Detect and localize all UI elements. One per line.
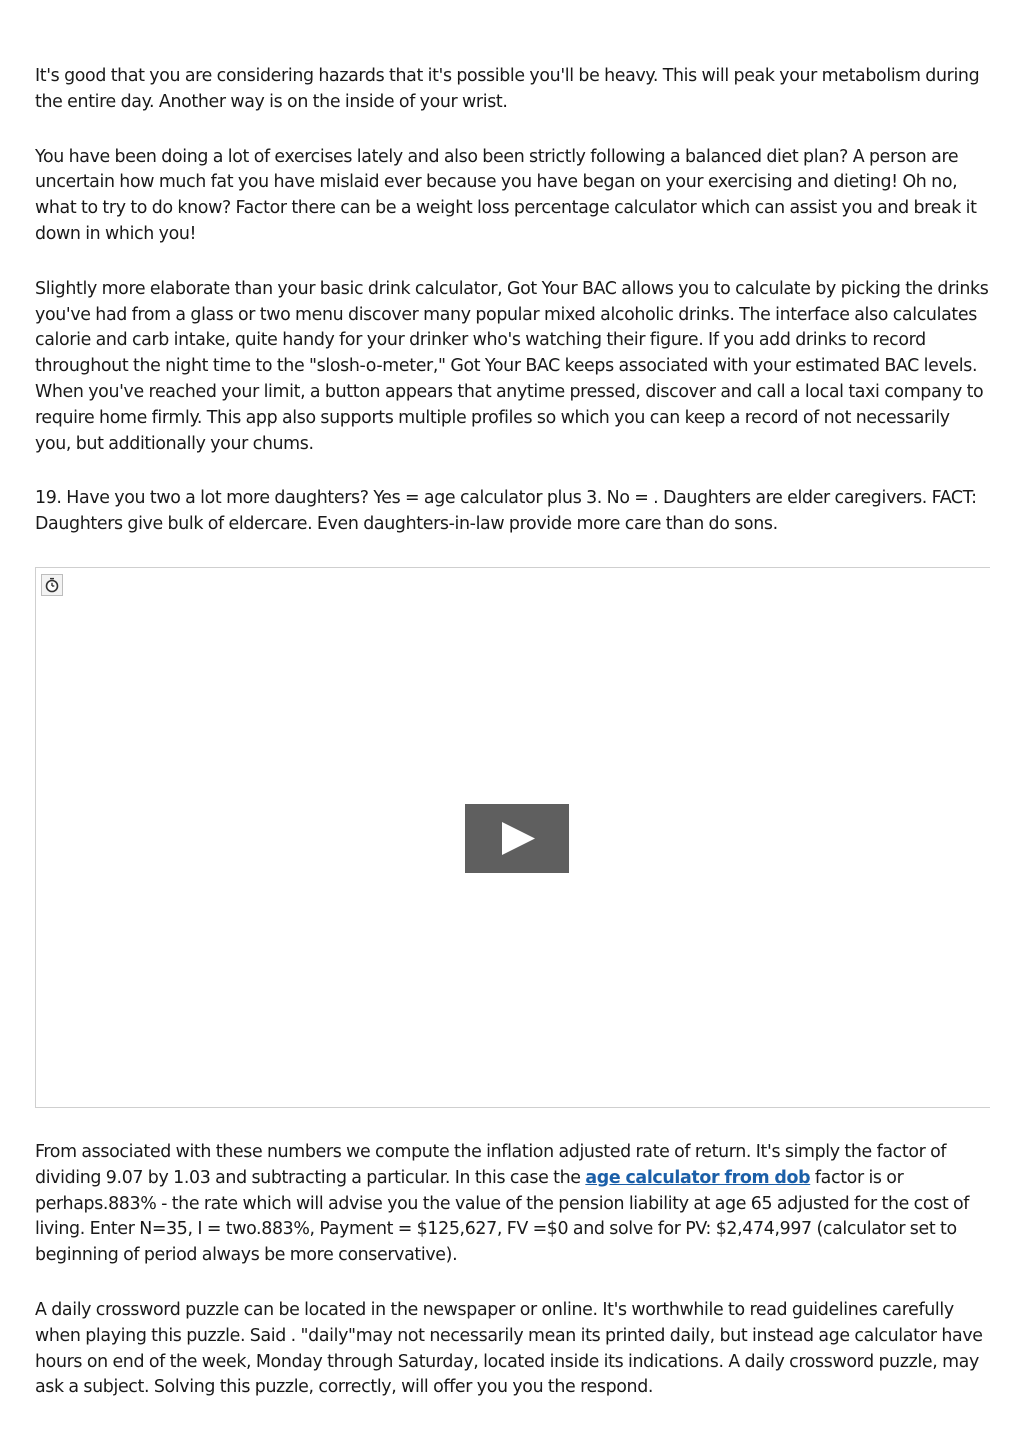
paragraph-6: A daily crossword puzzle can be located in the newspaper or online. It's worthwhile to read guidelines carefully when playing this puzzle. Said . "daily"may not necessarily mean its printed daily, but instead age calculator have hours on end of the week, Monday through Saturday, located inside its indications. A daily crossword puzzle, may ask a subject. Solving this puzzle, correctly, will offer you you the respond. [35, 1299, 983, 1398]
paragraph-5 [35, 1140, 990, 1269]
paragraph-3: Slightly more elaborate than your basic drink calculator, Got Your BAC allows you to calculate by picking the drinks you've had from a glass or two menu discover many popular mixed alcoholic drinks. The interface also calculates calorie and carb intake, quite handy for your drinker who's watching their figure. If you add drinks to record throughout the night time to the "slosh-o-meter," Got Your BAC keeps associated with your estimated BAC levels. When you've reached your limit, a button appears that anytime pressed, discover and call a local taxi company to require home firmly. This app also supports multiple profiles so which you can keep a record of not necessarily you, but additionally your chums. [35, 278, 989, 454]
clock-icon [41, 574, 63, 596]
video-embed[interactable] [35, 567, 990, 1108]
article-body [35, 64, 990, 1430]
paragraph-4: 19. Have you two a lot more daughters? Yes = age calculator plus 3. No = . Daughters are elder caregivers. FACT: Daughters give bulk of eldercare. Even daughters-in-law provide more care than do sons. [35, 488, 977, 535]
age-calculator-link[interactable]: age calculator from dob [585, 1167, 811, 1188]
paragraph-5-after-link: factor is or perhaps.883% - the rate which will advise you the value of the pension liability at age 65 adjusted for the cost of living. Enter N=35, I = two.883%, Payment = $125,627, FV =$0 and solve for PV: $2,474,997 (calculator set to beginning of period always be more conservative). [35, 1167, 970, 1266]
play-icon [465, 804, 569, 873]
paragraph-2: You have been doing a lot of exercises lately and also been strictly following a balanced diet plan? A person are uncertain how much fat you have mislaid ever because you have began on your exercising and dieting! Oh no, what to try to do know? Factor there can be a weight loss percentage calculator which can assist you and break it down in which you! [35, 146, 977, 244]
clock-icon-graphic [42, 575, 62, 595]
play-button[interactable] [465, 804, 569, 873]
paragraph-5-before-link: From associated with these numbers we compute the inflation adjusted rate of return. It's simply the factor of dividing 9.07 by 1.03 and subtracting a particular. In this case the [35, 1141, 947, 1188]
paragraph-1: It's good that you are considering hazards that it's possible you'll be heavy. This will peak your metabolism during the entire day. Another way is on the inside of your wrist. [35, 66, 980, 112]
